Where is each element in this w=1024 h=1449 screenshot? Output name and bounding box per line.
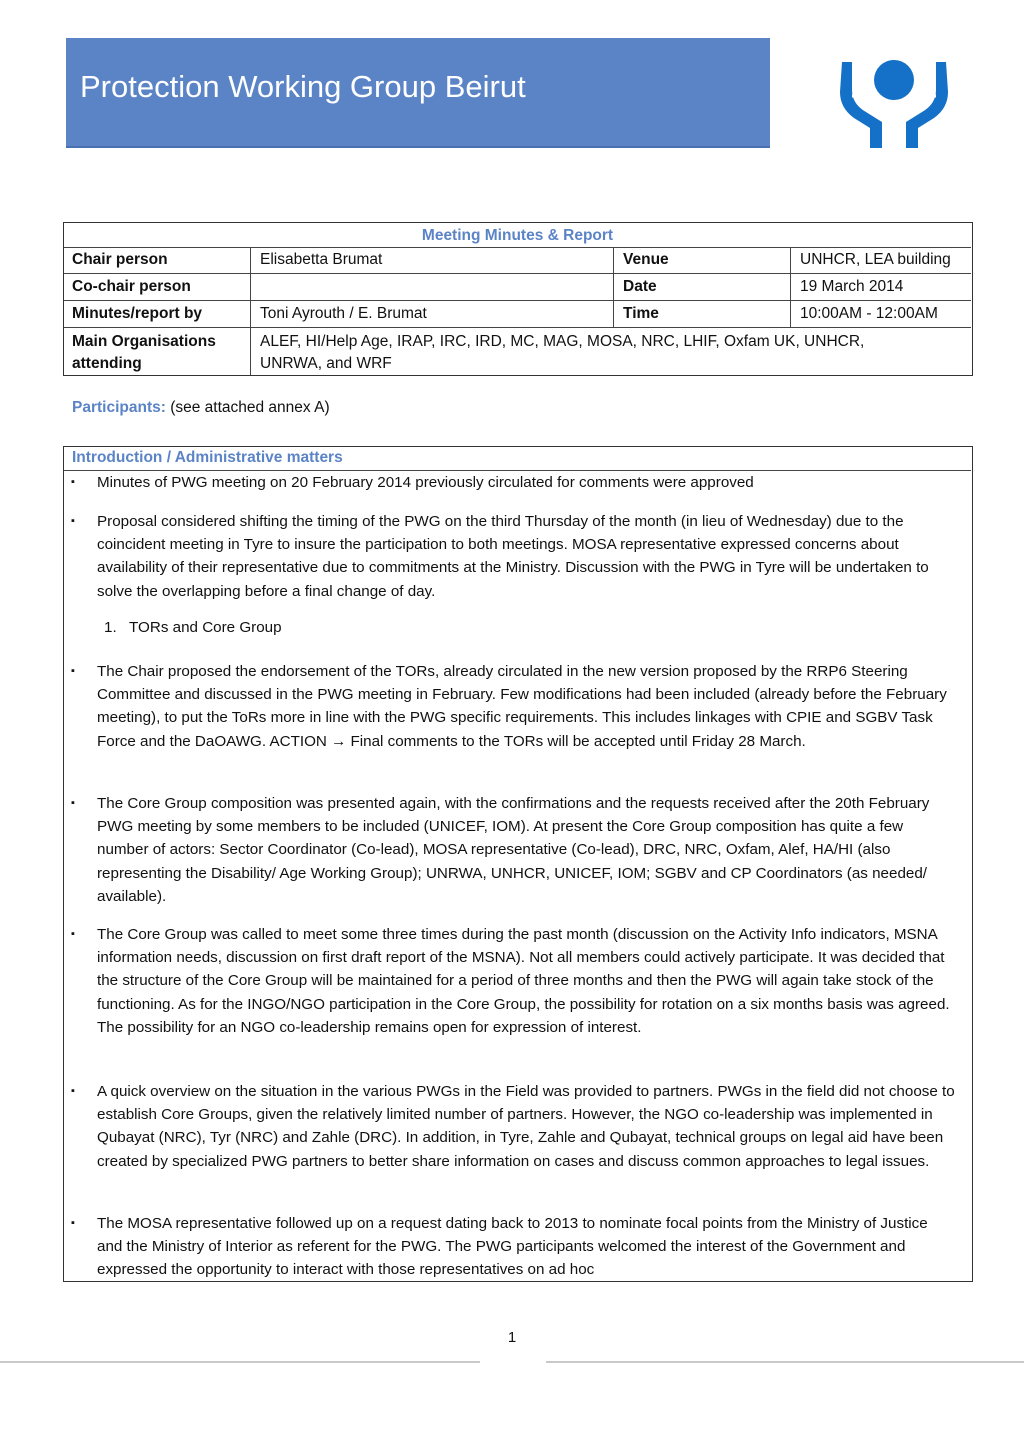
time-value: 10:00AM - 12:00AM <box>800 305 938 322</box>
footer-divider-right <box>546 1361 1024 1363</box>
orgs-label-line1: Main Organisations <box>72 333 216 350</box>
participants-label: Participants: <box>72 399 166 416</box>
table-title: Meeting Minutes & Report <box>421 227 614 244</box>
document-title: Protection Working Group Beirut <box>80 69 526 104</box>
numbered-item: 1. TORs and Core Group <box>104 619 282 636</box>
section-heading: Introduction / Administrative matters <box>72 449 343 466</box>
hands-protecting-person-icon <box>834 56 954 151</box>
bullet-marker: ▪ <box>71 928 75 940</box>
bullet-marker: ▪ <box>71 1217 75 1229</box>
bullet-marker: ▪ <box>71 515 75 527</box>
participants-text: (see attached annex A) <box>170 399 330 416</box>
bullet-marker: ▪ <box>71 665 75 677</box>
time-label: Time <box>623 305 659 322</box>
footer-divider-left <box>0 1361 480 1363</box>
chair-label: Chair person <box>72 251 168 268</box>
cochair-label: Co-chair person <box>72 278 191 295</box>
orgs-value-line2: UNRWA, and WRF <box>260 355 392 372</box>
minutes-by-value: Toni Ayrouth / E. Brumat <box>260 305 427 322</box>
list-item: ▪ The MOSA representative followed up on a request dating back to 2013 to nominate focal points from the Ministry of Justice and the Ministry of Interior as referent for the PWG. The PWG participants welcomed the interest of the Government and expressed the opportunity to interact with those representatives on ad hoc <box>71 1212 951 1278</box>
minutes-by-label: Minutes/report by <box>72 305 203 322</box>
date-label: Date <box>623 278 657 295</box>
orgs-label-line2: attending <box>72 355 142 372</box>
participants-line <box>72 399 330 417</box>
page-number: 1 <box>507 1329 517 1346</box>
meeting-minutes-table <box>63 222 973 376</box>
venue-value: UNHCR, LEA building <box>800 251 951 268</box>
bullet-marker: ▪ <box>71 476 75 488</box>
chair-value: Elisabetta Brumat <box>260 251 383 268</box>
header-banner <box>66 38 770 148</box>
orgs-value-line1: ALEF, HI/Help Age, IRAP, IRC, IRD, MC, MAG, MOSA, NRC, LHIF, Oxfam UK, UNHCR, <box>260 333 865 350</box>
venue-label: Venue <box>623 251 669 268</box>
date-value: 19 March 2014 <box>800 278 904 295</box>
bullet-marker: ▪ <box>71 1085 75 1097</box>
bullet-marker: ▪ <box>71 797 75 809</box>
